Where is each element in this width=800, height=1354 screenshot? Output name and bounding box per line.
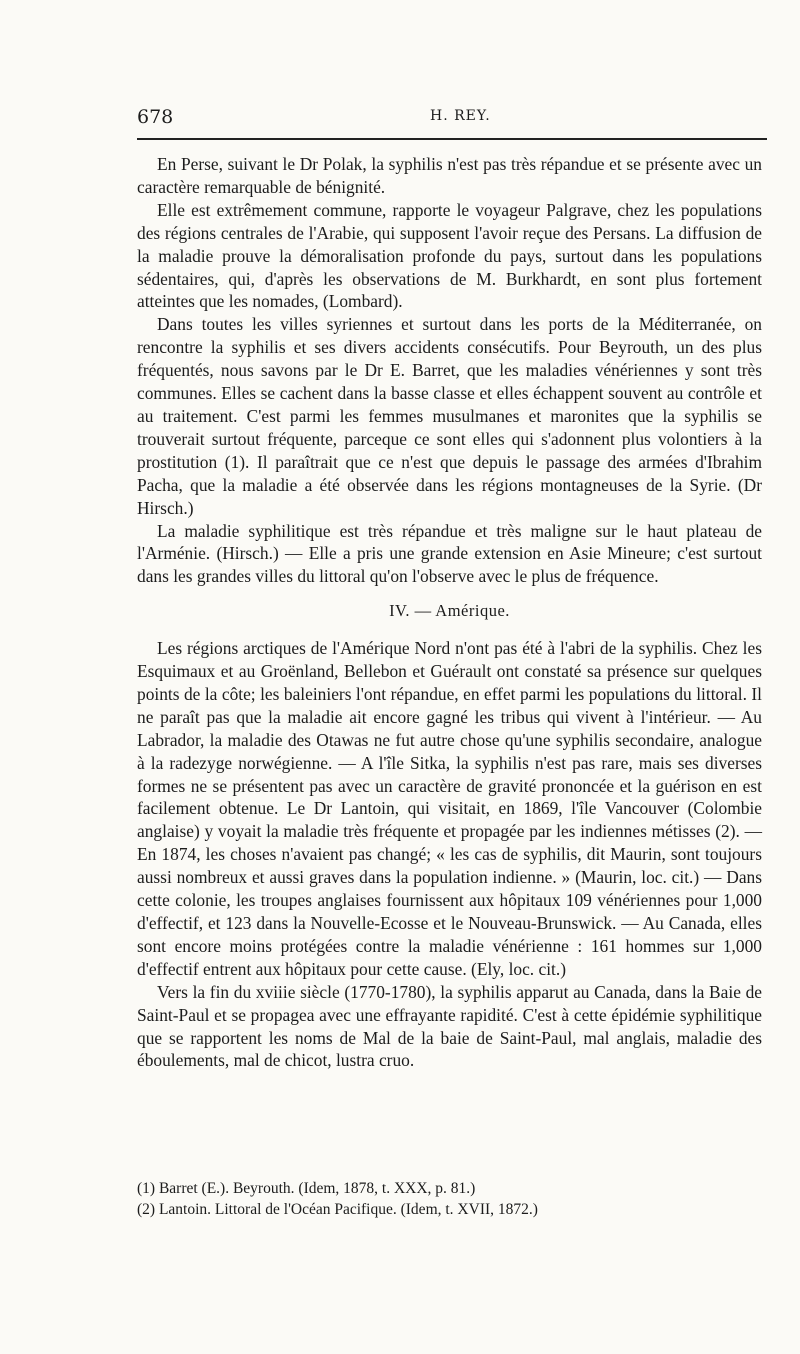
running-head bbox=[137, 106, 767, 132]
paragraph: Dans toutes les villes syriennes et surtout dans les ports de la Méditerranée, on rencontre la syphilis et ses divers accidents consécutifs. Pour Beyrouth, un des plus fréquentés, nous savons par le Dr E. Barret, que les maladies vénériennes y sont très communes. Elles se cachent dans la basse classe et elles échappent souvent au contrôle et au traitement. C'est parmi les femmes musulmanes et maronites que la syphilis se trouverait surtout fréquente, parceque ce sont elles qui s'adonnent plus volontiers à la prostitution (1). Il paraîtrait que ce n'est que depuis le passage des armées d'Ibrahim Pacha, que la maladie a été observée dans les régions montagneuses de la Syrie. (Dr Hirsch.) bbox=[137, 314, 762, 518]
section-heading: IV. — Amérique. bbox=[389, 601, 510, 621]
page-number: 678 bbox=[137, 106, 174, 128]
paragraph: La maladie syphilitique est très répandue et très maligne sur le haut plateau de l'Arménie. (Hirsch.) — Elle a pris une grande extension en Asie Mineure; c'est surtout dans les grandes villes du littoral qu'on l'observe avec le plus de fréquence. bbox=[137, 520, 762, 587]
header-rule bbox=[137, 138, 767, 140]
footnote: (2) Lantoin. Littoral de l'Océan Pacifique. (Idem, t. XVII, 1872.) bbox=[137, 1201, 538, 1218]
paragraph: Elle est extrêmement commune, rapporte le voyageur Palgrave, chez les populations des régions centrales de l'Arabie, qui supposent l'avoir reçue des Persans. La diffusion de la maladie prouve la démoralisation profonde du pays, surtout dans les populations sédentaires, qui, d'après les observations de M. Burkhardt, en sont plus fortement atteintes que les nomades, (Lombard). bbox=[137, 199, 762, 312]
body-text bbox=[137, 153, 762, 1072]
paragraph: Vers la fin du xviiie siècle (1770-1780), la syphilis apparut au Canada, dans la Baie de Saint-Paul et se propagea avec une effrayante rapidité. C'est à cette épidémie syphilitique que se rapportent les noms de Mal de la baie de Saint-Paul, mal anglais, maladie des éboulements, mal de chicot, lustra cruo. bbox=[137, 981, 762, 1071]
running-title: H. REY. bbox=[430, 108, 491, 124]
paragraph: Les régions arctiques de l'Amérique Nord n'ont pas été à l'abri de la syphilis. Chez les Esquimaux et au Groënland, Bellebon et Guérault ont constaté sa présence sur quelques points de la côte; les baleiniers l'ont répandue, en effet parmi les populations du littoral. Il ne paraît pas que la maladie ait encore gagné les tribus qui vivent à l'intérieur. — Au Labrador, la maladie des Otawas ne fut autre chose qu'une syphilis secondaire, analogue à la radezyge norwégienne. — A l'île Sitka, la syphilis n'est pas rare, mais ses diverses formes ne se présentent pas avec un caractère de gravité prononcée et la guérison en est facilement obtenue. Le Dr Lantoin, qui visitait, en 1869, l'île Vancouver (Colombie anglaise) y voyait la maladie très fréquente et propagée par les indiennes métisses (2). — En 1874, les choses n'avaient pas changé; « les cas de syphilis, dit Maurin, sont toujours aussi nombreux et aussi graves dans la population indienne. » (Maurin, loc. cit.) — Dans cette colonie, les troupes anglaises fournissent aux hôpitaux 109 vénériennes pour 1,000 d'effectif, et 123 dans la Nouvelle-Ecosse et le Nouveau-Brunswick. — Au Canada, elles sont encore moins protégées contre la maladie vénérienne : 161 hommes sur 1,000 d'effectif entrent aux hôpitaux pour cette cause. (Ely, loc. cit.) bbox=[137, 638, 762, 979]
footnote: (1) Barret (E.). Beyrouth. (Idem, 1878, t. XXX, p. 81.) bbox=[137, 1180, 476, 1197]
paragraph: En Perse, suivant le Dr Polak, la syphilis n'est pas très répandue et se présente avec un caractère remarquable de bénignité. bbox=[137, 154, 762, 197]
footnotes bbox=[137, 1178, 762, 1220]
